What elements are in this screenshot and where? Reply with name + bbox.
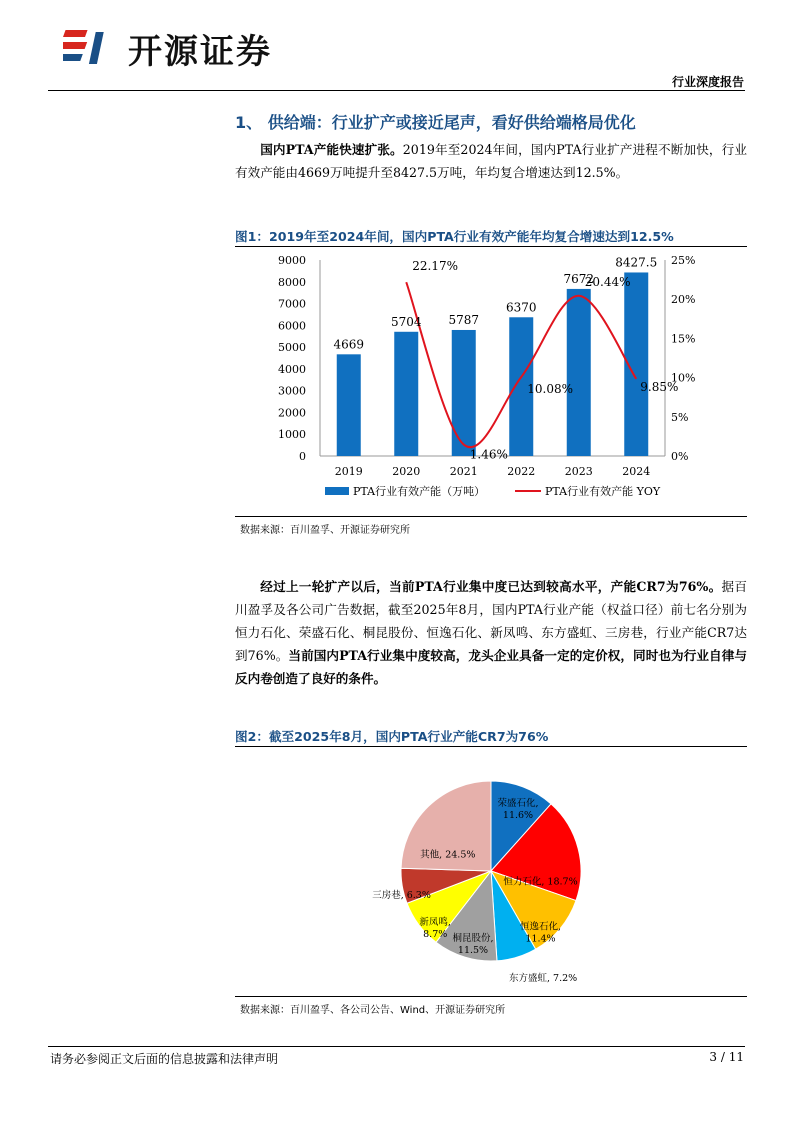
y-right-tick-label: 5% [671, 410, 689, 424]
y-left-tick-label: 9000 [278, 254, 306, 267]
bar-value-label: 4669 [333, 337, 365, 352]
line-value-label: 20.44% [584, 274, 631, 289]
x-tick-label: 2022 [507, 465, 536, 478]
x-tick-label: 2023 [564, 465, 593, 478]
y-right-tick-label: 20% [671, 293, 696, 307]
bar-value-label: 5704 [390, 314, 422, 329]
y-right-tick-label: 0% [671, 450, 689, 463]
line-value-label: 1.46% [469, 447, 508, 462]
y-left-tick-label: 2000 [278, 406, 306, 420]
x-tick-label: 2024 [622, 465, 651, 478]
bar-2021 [452, 330, 476, 456]
figure-2-top-rule [235, 746, 747, 747]
bar-value-label: 7672 [563, 271, 595, 286]
figure-2-bottom-rule [235, 996, 747, 997]
y-left-tick-label: 0 [299, 450, 306, 463]
figure-1-source: 数据来源：百川盈孚、开源证券研究所 [240, 525, 410, 536]
figure-1-title: 图1：2019年至2024年间，国内PTA行业有效产能年均复合增速达到12.5% [235, 229, 674, 244]
y-left-tick-label: 8000 [278, 275, 306, 289]
x-tick-label: 2020 [392, 465, 421, 478]
paragraph-lead: 国内PTA产能快速扩张。 [260, 142, 403, 157]
paragraph-tail: 当前国内PTA行业集中度较高，龙头企业具备一定的定价权，同时也为行业自律与反内卷创造了良好的条件。 [235, 648, 747, 686]
paragraph-body: 据百川盈孚及各公司广告数据，截至2025年8月，国内PTA行业产能（权益口径）前七名分别为恒力石化、荣盛石化、桐昆股份、恒逸石化、新凤鸣、东方盛虹、三房巷，行业产能CR7达到76%。 [235, 579, 747, 663]
x-tick-label: 2019 [334, 465, 363, 478]
pie-slice-label: 桐昆股份, 11.5% [452, 933, 494, 957]
bar-2020 [394, 332, 418, 456]
line-value-label: 22.17% [412, 259, 459, 274]
y-left-tick-label: 7000 [278, 297, 306, 311]
y-left-tick-label: 6000 [278, 319, 306, 333]
page-number: 3 / 11 [709, 1050, 744, 1064]
bar-value-label: 5787 [448, 312, 480, 327]
bar-2023 [567, 289, 591, 456]
capacity-bar-line-chart [235, 248, 747, 514]
figure-1-top-rule [235, 246, 747, 247]
section-title: 1、 供给端：行业扩产或接近尾声，看好供给端格局优化 [235, 113, 636, 132]
cr7-pie-chart [300, 760, 620, 992]
legend-label-bar: PTA行业有效产能（万吨） [353, 485, 486, 498]
bar-value-label: 8427.5 [615, 255, 658, 270]
disclaimer-text: 请务必参阅正文后面的信息披露和法律声明 [50, 1052, 279, 1066]
brand-name: 开源证券 [128, 32, 272, 72]
figure-2-source: 数据来源：百川盈孚、各公司公告、Wind、开源证券研究所 [240, 1005, 506, 1016]
bar-value-label: 6370 [505, 300, 537, 315]
logo-icon [63, 26, 119, 70]
x-tick-label: 2021 [449, 465, 478, 478]
y-left-tick-label: 4000 [278, 362, 306, 376]
line-value-label: 9.85% [640, 379, 679, 394]
bar-2019 [337, 354, 361, 456]
paragraph-capacity-growth [235, 138, 747, 184]
pie-slice-label: 恒逸石化, 11.4% [519, 921, 562, 945]
figure-1-bottom-rule [235, 516, 747, 517]
y-right-tick-label: 25% [671, 254, 696, 267]
y-left-tick-label: 5000 [278, 341, 306, 355]
paragraph-lead: 经过上一轮扩产以后，当前PTA行业集中度已达到较高水平，产能CR7为76%。 [260, 579, 722, 594]
paragraph-body: 2019年至2024年间，国内PTA行业扩产进程不断加快，行业有效产能由4669万吨提升至8427.5万吨，年均复合增速达到12.5%。 [235, 142, 747, 180]
legend-label-line: PTA行业有效产能 YOY [545, 485, 661, 498]
pie-slice-label: 其他, 24.5% [420, 849, 476, 861]
paragraph-concentration [235, 575, 747, 690]
y-right-tick-label: 10% [671, 371, 696, 385]
pie-slice-label: 东方盛虹, 7.2% [509, 972, 578, 984]
header-divider [48, 90, 745, 91]
y-right-tick-label: 15% [671, 332, 696, 346]
footer-divider [48, 1046, 745, 1047]
line-value-label: 10.08% [527, 381, 574, 396]
report-type-label: 行业深度报告 [671, 75, 744, 89]
y-left-tick-label: 1000 [278, 428, 306, 442]
legend-swatch-bar [325, 487, 349, 495]
y-left-tick-label: 3000 [278, 384, 306, 398]
pie-slice-label: 荣盛石化, 11.6% [497, 798, 539, 822]
figure-2-title: 图2：截至2025年8月，国内PTA行业产能CR7为76% [235, 729, 549, 744]
pie-slice-label: 新凤鸣, 8.7% [419, 917, 451, 940]
pie-slice-label: 三房巷, 6.3% [372, 890, 431, 901]
pie-slice-label: 恒力石化, 18.7% [503, 876, 578, 888]
